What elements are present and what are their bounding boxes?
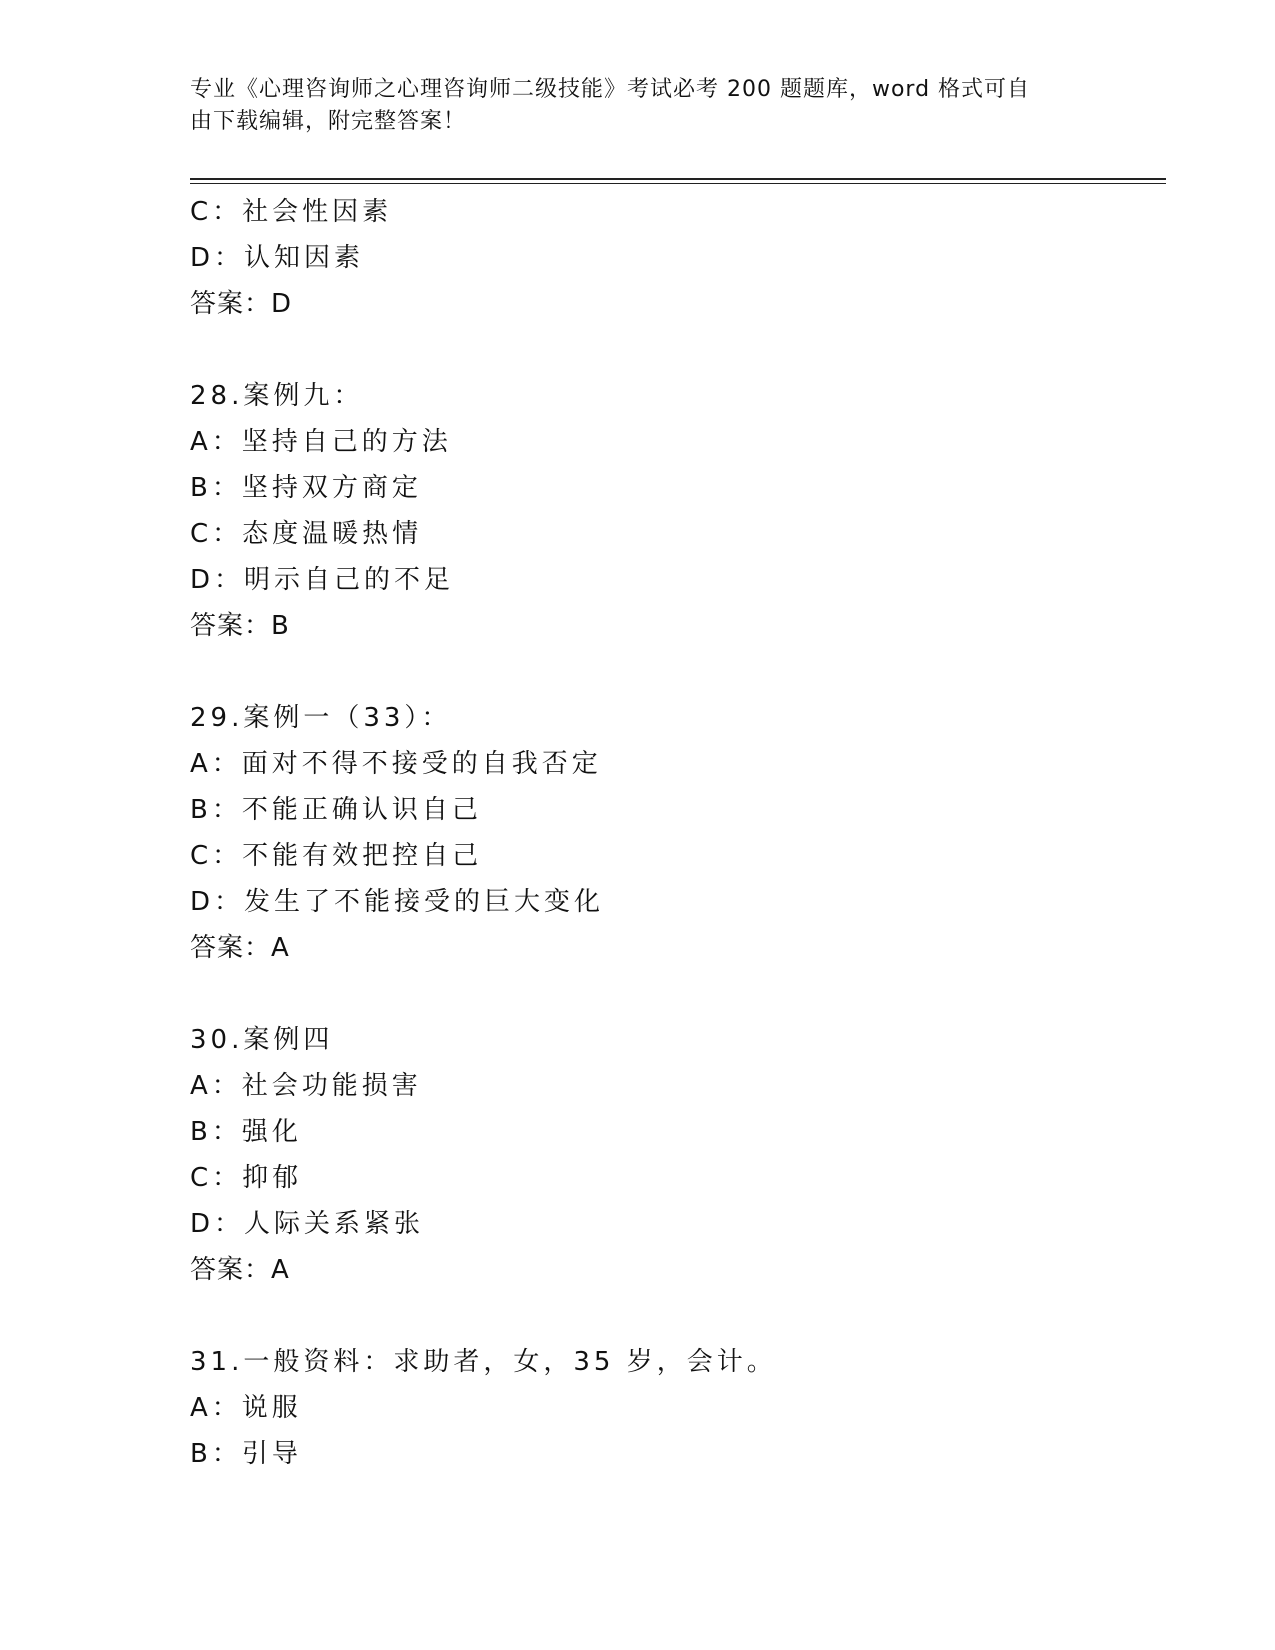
spacer: [190, 971, 1166, 1017]
option-c: [190, 833, 1166, 879]
option-label: C：: [190, 841, 243, 871]
option-text: 抑郁: [242, 1163, 303, 1193]
option-a: [190, 741, 1166, 787]
option-text: 人际关系紧张: [244, 1209, 425, 1239]
header-divider-thick: [190, 178, 1166, 180]
option-b: [190, 787, 1166, 833]
option-text: 坚持双方商定: [241, 473, 422, 503]
option-label: D：: [190, 243, 245, 273]
option-d: [190, 235, 1166, 281]
option-label: A：: [190, 1071, 242, 1101]
answer-line: 答案：A: [190, 1255, 290, 1285]
option-label: D：: [190, 565, 245, 595]
option-b: [190, 1431, 1166, 1477]
spacer: [190, 649, 1166, 695]
option-text: 明示自己的不足: [244, 565, 455, 595]
option-text: 坚持自己的方法: [241, 427, 452, 457]
question-title: 30.案例四: [190, 1025, 334, 1055]
question-fragment: [190, 189, 1166, 327]
option-d: [190, 557, 1166, 603]
option-text: 态度温暖热情: [242, 519, 423, 549]
option-text: 不能正确认识自己: [241, 795, 482, 825]
option-label: C：: [190, 1163, 243, 1193]
question-block: [190, 695, 1166, 971]
spacer: [190, 327, 1166, 373]
question-title: 28.案例九：: [190, 381, 364, 411]
option-text: 认知因素: [244, 243, 365, 273]
option-label: A：: [190, 1393, 242, 1423]
option-text: 引导: [241, 1439, 302, 1469]
option-a: [190, 1385, 1166, 1431]
option-c: [190, 1155, 1166, 1201]
option-label: C：: [190, 519, 243, 549]
option-label: B：: [190, 795, 242, 825]
header-line-2: 由下载编辑，附完整答案！: [190, 109, 467, 134]
header-line-1: 专业《心理咨询师之心理咨询师二级技能》考试必考 200 题题库，word 格式可自: [190, 77, 1031, 102]
option-label: B：: [190, 473, 242, 503]
option-b: [190, 1109, 1166, 1155]
option-d: [190, 1201, 1166, 1247]
option-label: A：: [190, 749, 242, 779]
option-label: B：: [190, 1439, 242, 1469]
option-label: C：: [190, 197, 243, 227]
option-label: B：: [190, 1117, 242, 1147]
answer-line: 答案：A: [190, 933, 290, 963]
question-block: [190, 1339, 1166, 1477]
header-divider-thin: [190, 183, 1166, 184]
option-label: D：: [190, 1209, 245, 1239]
question-title: 31.一般资料：求助者，女，35 岁，会计。: [190, 1347, 777, 1377]
question-list: [190, 189, 1166, 1477]
spacer: [190, 1293, 1166, 1339]
option-c: [190, 511, 1166, 557]
option-d: [190, 879, 1166, 925]
question-title: 29.案例一（33）：: [190, 703, 452, 733]
answer-line: 答案：B: [190, 611, 290, 641]
document-header: [190, 74, 1070, 138]
option-text: 社会性因素: [242, 197, 393, 227]
option-label: D：: [190, 887, 245, 917]
question-block: [190, 1017, 1166, 1293]
option-a: [190, 419, 1166, 465]
option-a: [190, 1063, 1166, 1109]
option-label: A：: [190, 427, 242, 457]
question-block: [190, 373, 1166, 649]
answer-line: 答案：D: [190, 289, 293, 319]
option-text: 发生了不能接受的巨大变化: [244, 887, 605, 917]
option-b: [190, 465, 1166, 511]
option-text: 面对不得不接受的自我否定: [241, 749, 602, 779]
option-text: 强化: [241, 1117, 302, 1147]
option-text: 说服: [241, 1393, 302, 1423]
option-text: 社会功能损害: [241, 1071, 422, 1101]
option-c: [190, 189, 1166, 235]
option-text: 不能有效把控自己: [242, 841, 483, 871]
